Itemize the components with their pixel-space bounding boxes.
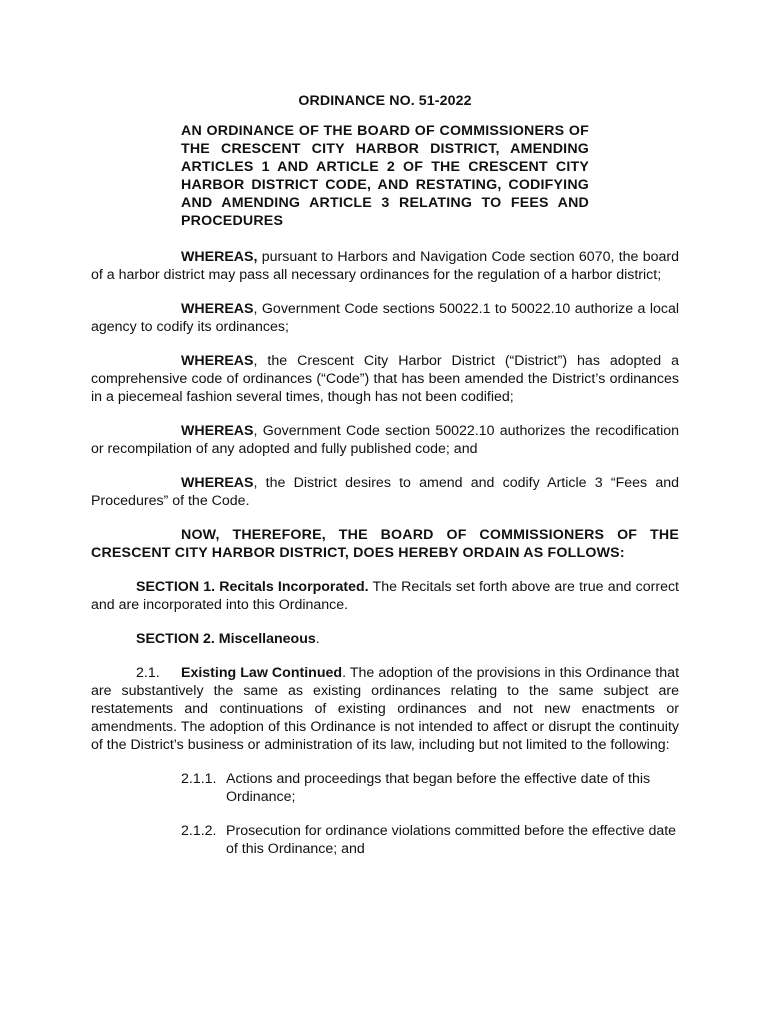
section-2-1 xyxy=(91,664,679,754)
section-2-heading: SECTION 2. Miscellaneous xyxy=(136,631,316,647)
whereas-paragraph-2 xyxy=(91,300,679,336)
whereas-paragraph-4 xyxy=(91,422,679,458)
ordinance-title: ORDINANCE NO. 51-2022 xyxy=(298,93,472,109)
whereas-text: pursuant to Harbors and Navigation Code section 6070, the board of a harbor district may pass all necessary ordinances for the regulation of a harbor district; xyxy=(91,249,679,283)
whereas-lead: WHEREAS xyxy=(181,353,254,369)
whereas-lead: WHEREAS xyxy=(181,423,254,439)
section-2-1-number: 2.1. xyxy=(136,665,160,681)
section-1-text: The Recitals set forth above are true and correct and are incorporated into this Ordinance. xyxy=(91,579,679,613)
subsection-number: 2.1.2. xyxy=(181,823,217,839)
subsection-2-1-2 xyxy=(181,822,679,858)
whereas-lead: WHEREAS, xyxy=(181,249,258,265)
whereas-text: , the District desires to amend and codify Article 3 “Fees and Procedures” of the Code. xyxy=(91,475,679,509)
section-2-1-heading: Existing Law Continued xyxy=(181,665,343,681)
ordinance-heading: AN ORDINANCE OF THE BOARD OF COMMISSIONERS OF THE CRESCENT CITY HARBOR DISTRICT, AMENDING ARTICLES 1 AND ARTICLE 2 OF THE CRESCENT CITY HARBOR DISTRICT CODE, AND RESTATING, CODIFYING AND AMENDING ARTICLE 3 RELATING TO FEES AND PROCEDURES xyxy=(181,123,589,229)
subsection-2-1-1 xyxy=(181,770,679,806)
whereas-lead: WHEREAS xyxy=(181,475,254,491)
subsection-number: 2.1.1. xyxy=(181,771,217,787)
now-therefore-clause: NOW, THEREFORE, THE BOARD OF COMMISSIONERS OF THE CRESCENT CITY HARBOR DISTRICT, DOES HEREBY ORDAIN AS FOLLOWS: xyxy=(91,527,679,561)
subsection-text: Prosecution for ordinance violations committed before the effective date of this Ordinance; and xyxy=(226,823,677,857)
whereas-paragraph-1 xyxy=(91,248,679,284)
document-page xyxy=(91,92,679,874)
section-2-1-text: . The adoption of the provisions in this Ordinance that are substantively the same as existing ordinances relating to the same subject are restatements and continuations of existing ordinances and not new enactments or amendments. The adoption of this Ordinance is not intended to affect or disrupt the continuity of the District’s business or administration of its law, including but not limited to the following: xyxy=(91,665,680,753)
subsection-text: Actions and proceedings that began before the effective date of this Ordinance; xyxy=(226,771,651,805)
section-2 xyxy=(91,630,679,648)
whereas-lead: WHEREAS xyxy=(181,301,254,317)
whereas-paragraph-3 xyxy=(91,352,679,406)
section-1-heading: SECTION 1. Recitals Incorporated. xyxy=(136,579,369,595)
section-1 xyxy=(91,578,679,614)
whereas-text: , Government Code section 50022.10 authorizes the recodification or recompilation of any adopted and fully published code; and xyxy=(91,423,679,457)
whereas-paragraph-5 xyxy=(91,474,679,510)
whereas-text: , Government Code sections 50022.1 to 50022.10 authorize a local agency to codify its ordinances; xyxy=(91,301,679,335)
section-2-tail: . xyxy=(315,631,320,647)
whereas-text: , the Crescent City Harbor District (“District”) has adopted a comprehensive code of ordinances (“Code”) that has been amended the District’s ordinances in a piecemeal fashion several times, though has not been codified; xyxy=(91,353,679,405)
